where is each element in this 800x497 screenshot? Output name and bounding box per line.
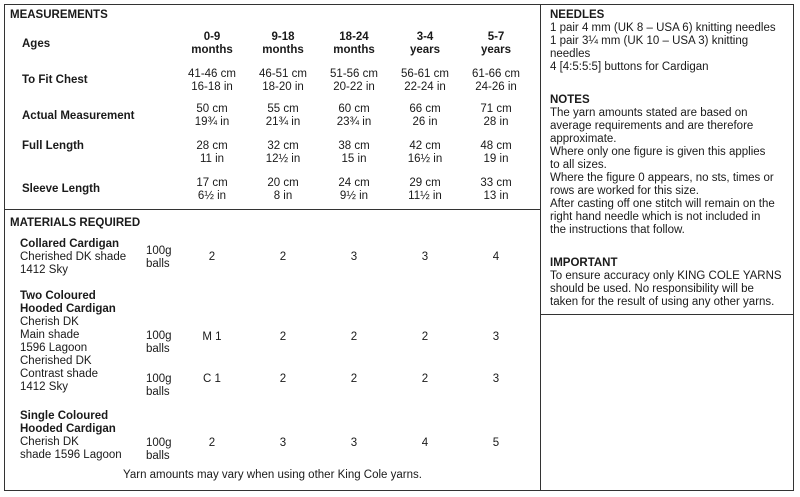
table-cell: 2 [421,331,429,343]
table-cell: 55 cm 21¾ in [265,103,301,128]
table-cell: 46-51 cm 18-20 in [259,68,307,93]
needles-section: NEEDLES 1 pair 4 mm (UK 8 – USA 6) knitting needles 1 pair 3¼ mm (UK 10 – USA 3) knitting needles 4 [4:5:5:5] buttons for Cardigan [550,9,790,74]
single-coloured-cardigan-item: Single Coloured Hooded Cardigan Cherish DK shade 1596 Lagoon [20,410,122,461]
table-cell: 66 cm 26 in [409,103,441,128]
table-cell: C 1 [203,373,221,385]
size-header: 9-18 months [262,31,304,56]
table-cell: 28 cm 11 in [196,140,228,165]
row-label-actual: Actual Measurement [22,110,135,122]
table-cell: 3 [350,437,358,449]
table-cell: 2 [279,251,287,263]
table-cell: 3 [492,373,500,385]
important-section: IMPORTANT To ensure accuracy only KING COLE YARNS should be used. No responsibility will be taken for the result of using any other yarns. [550,257,790,309]
notes-section: NOTES The yarn amounts stated are based on average requirements and are therefore approximate. Where only one figure is given this applies to all sizes. Where the figure 0 appears, no sts, times or rows are worked for this size. After casting off one stitch will remain on the right hand needle which is not included in the instructions that follow. [550,94,790,237]
row-label-sleeve: Sleeve Length [22,183,100,195]
table-cell: 2 [350,331,358,343]
table-cell: 5 [492,437,500,449]
table-cell: 3 [421,251,429,263]
unit-label: 100g balls [146,373,172,398]
table-cell: 2 [279,331,287,343]
size-header: 3-4 years [409,31,441,56]
important-title: IMPORTANT [550,257,618,269]
table-cell: 4 [492,251,500,263]
table-cell: 3 [279,437,287,449]
table-cell: 38 cm 15 in [338,140,370,165]
row-label-chest: To Fit Chest [22,74,88,86]
table-cell: 4 [421,437,429,449]
ages-label: Ages [22,38,51,50]
table-cell: 48 cm 19 in [480,140,512,165]
table-cell: 17 cm 6½ in [196,177,228,202]
table-cell: 71 cm 28 in [480,103,512,128]
table-cell: 2 [279,373,287,385]
size-header: 18-24 months [333,31,375,56]
unit-label: 100g balls [146,330,172,355]
table-cell: 61-66 cm 24-26 in [472,68,520,93]
table-cell: 42 cm 16½ in [407,140,443,165]
unit-label: 100g balls [146,245,172,270]
collared-cardigan-item: Collared Cardigan Cherished DK shade 1412 Sky [20,238,127,276]
table-cell: 41-46 cm 16-18 in [188,68,236,93]
needles-title: NEEDLES [550,9,605,21]
size-header: 5-7 years [480,31,512,56]
table-cell: 56-61 cm 22-24 in [401,68,449,93]
table-cell: 2 [421,373,429,385]
unit-label: 100g balls [146,437,172,462]
materials-title: MATERIALS REQUIRED [10,217,141,229]
table-cell: 3 [492,331,500,343]
table-cell: 2 [208,437,216,449]
table-cell: 2 [208,251,216,263]
row-label-length: Full Length [22,140,84,152]
table-cell: 32 cm 12½ in [265,140,301,165]
table-cell: 29 cm 11½ in [408,177,442,202]
two-coloured-cardigan-item: Two Coloured Hooded Cardigan Cherish DK Main shade 1596 Lagoon Cherished DK Contrast shade 1412 Sky [20,290,116,393]
yarn-footnote: Yarn amounts may vary when using other King Cole yarns. [123,469,422,481]
table-cell: 3 [350,251,358,263]
size-header: 0-9 months [191,31,233,56]
column-divider [540,4,541,491]
notes-title: NOTES [550,94,590,106]
table-cell: 51-56 cm 20-22 in [330,68,378,93]
section-divider-left [4,209,541,210]
section-divider-right [541,314,794,315]
table-cell: 24 cm 9½ in [338,177,370,202]
table-cell: 33 cm 13 in [480,177,512,202]
table-cell: M 1 [202,331,222,343]
table-cell: 20 cm 8 in [267,177,299,202]
table-cell: 60 cm 23¾ in [336,103,372,128]
table-cell: 2 [350,373,358,385]
measurements-title: MEASUREMENTS [10,9,108,21]
table-cell: 50 cm 19¾ in [194,103,230,128]
